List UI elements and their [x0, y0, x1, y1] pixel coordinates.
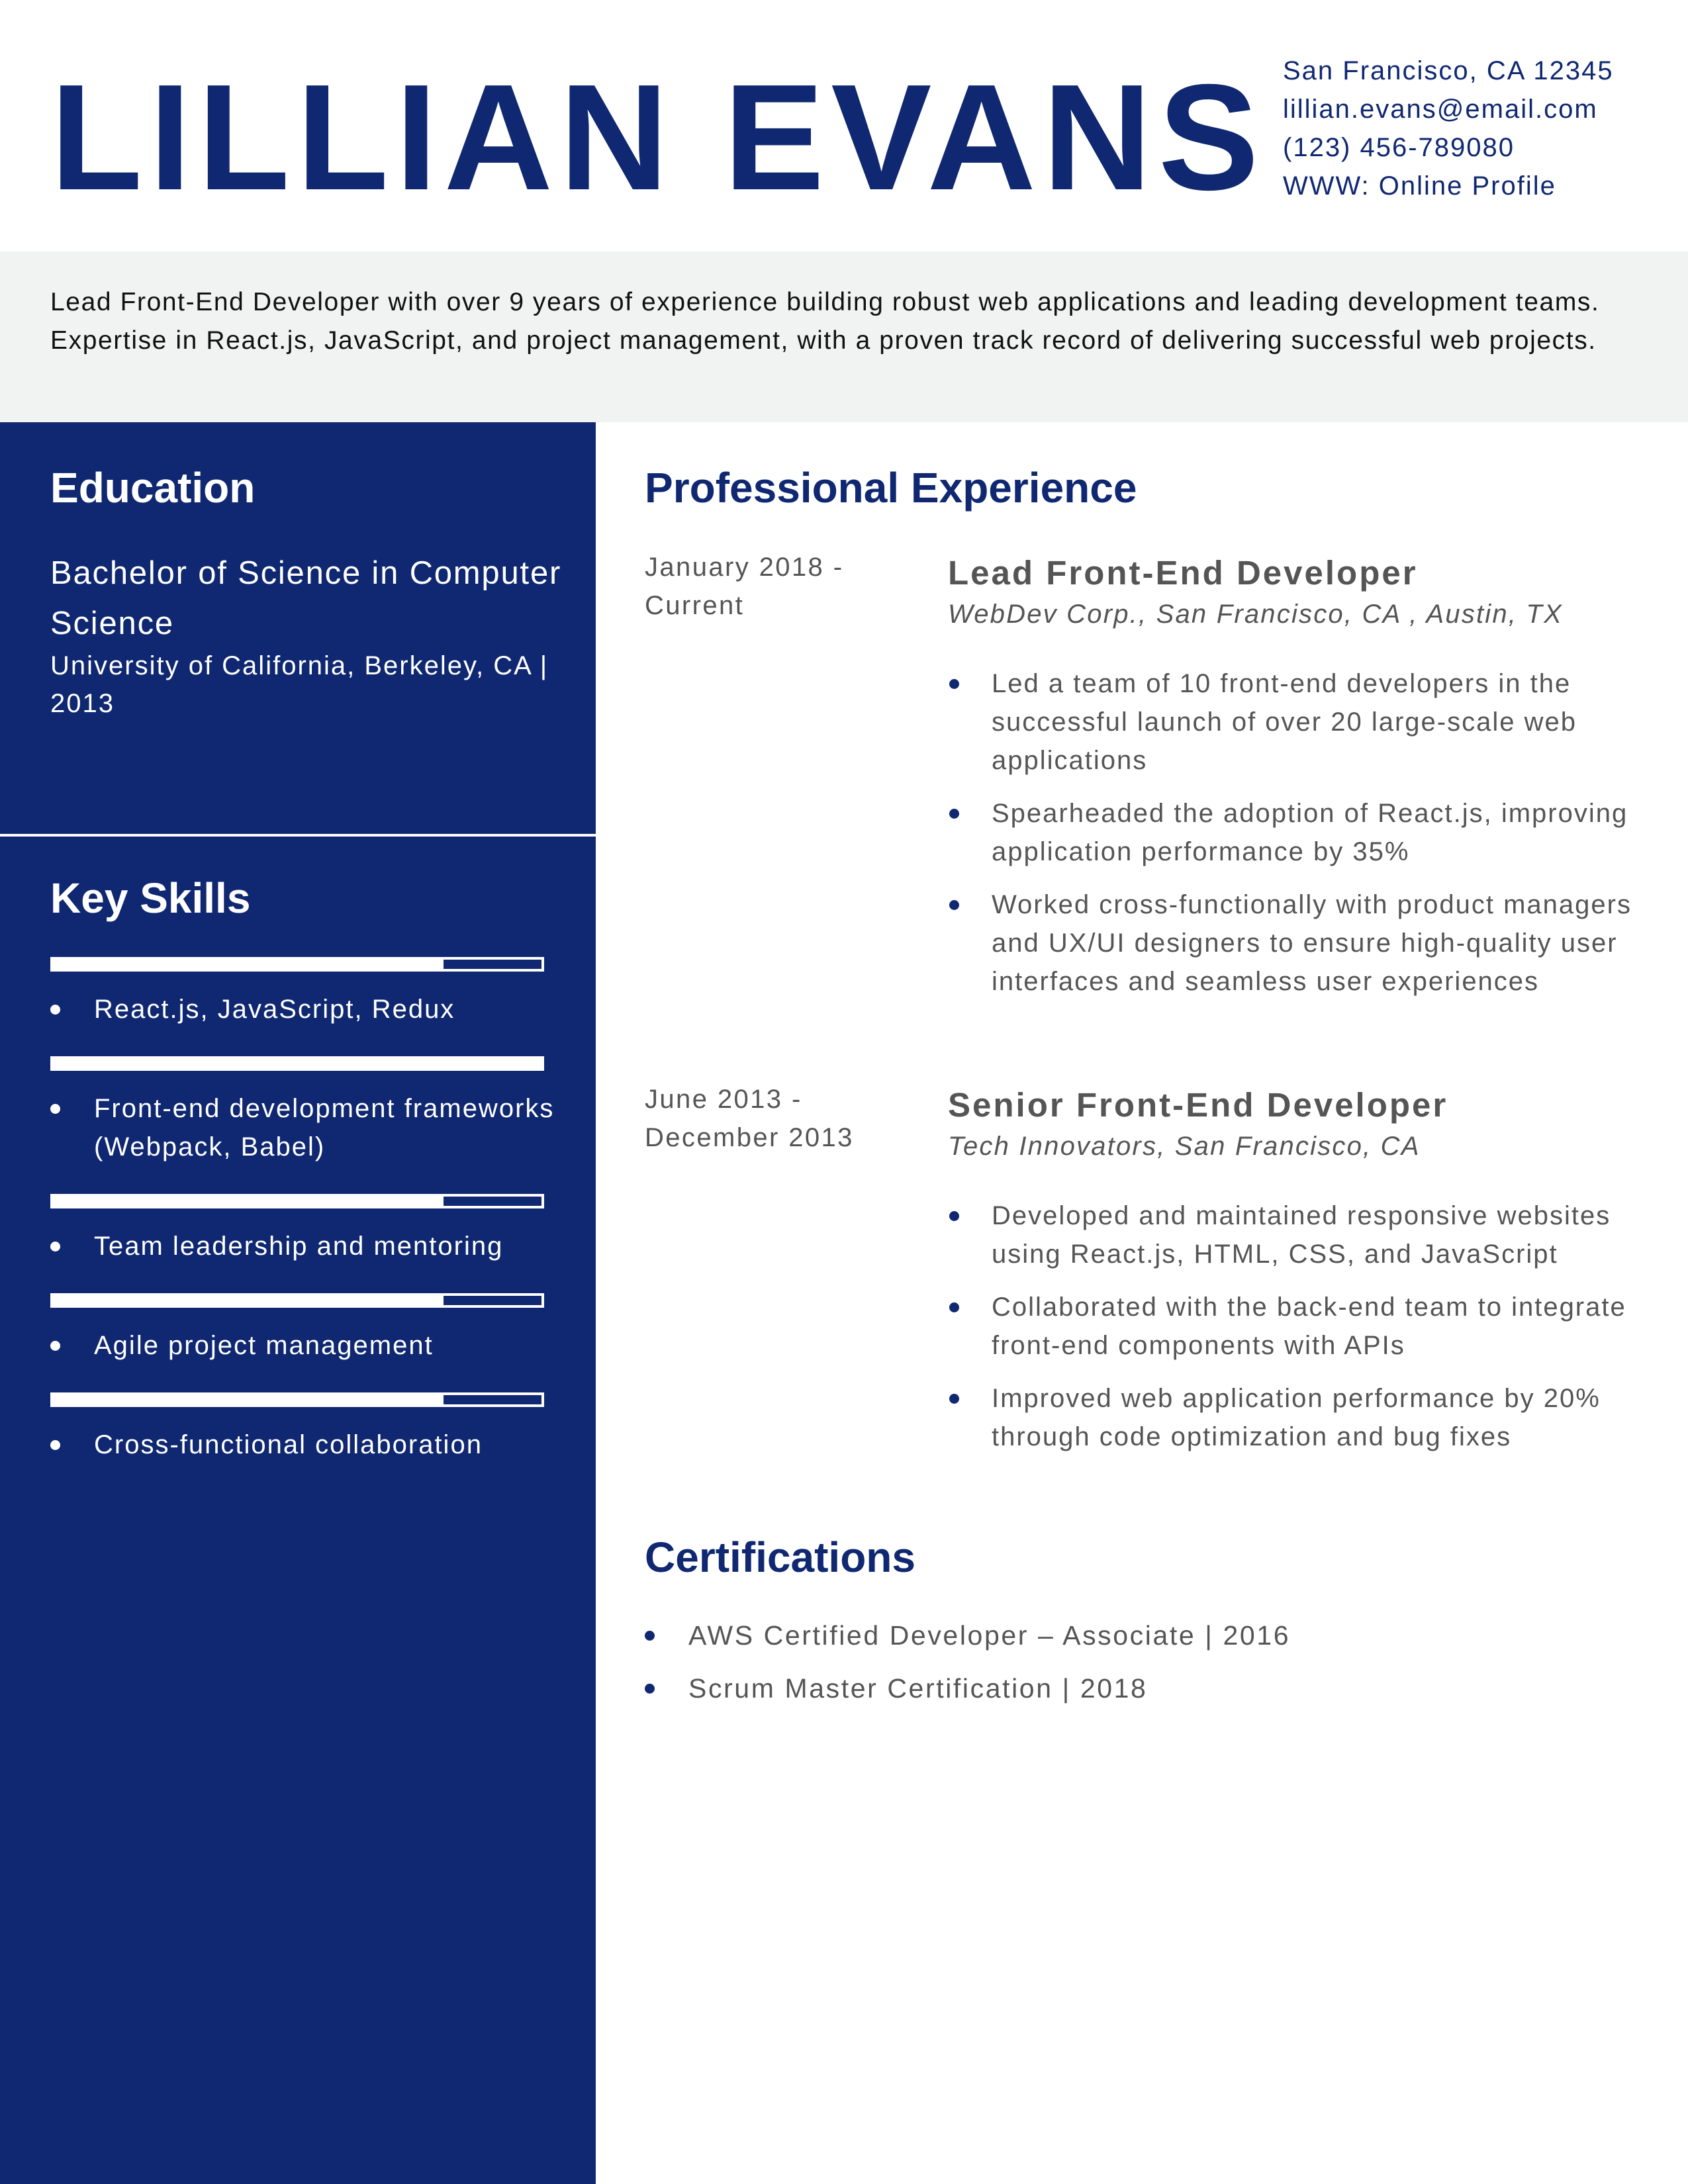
- summary-band: [0, 251, 1688, 422]
- job-title: Lead Front-End Developer: [948, 554, 1418, 592]
- education-heading: Education: [50, 464, 256, 512]
- skill-level-bar: [50, 957, 544, 972]
- bullet-dot-icon: [50, 1104, 60, 1114]
- job-bullet: Developed and maintained responsive websites using React.js, HTML, CSS, and JavaScript: [948, 1197, 1650, 1273]
- job-bullet: Led a team of 10 front-end developers in the successful launch of over 20 large-scale web applications: [948, 664, 1650, 780]
- sidebar: [0, 422, 596, 2184]
- skill-level-bar: [50, 1293, 544, 1308]
- certification-item: AWS Certified Developer – Associate | 2016: [645, 1616, 1638, 1655]
- skill-level-bar: [50, 1392, 544, 1407]
- experience-heading: Professional Experience: [645, 464, 1137, 512]
- job-bullet: Spearheaded the adoption of React.js, improving application performance by 35%: [948, 794, 1650, 871]
- job-company: Tech Innovators, San Francisco, CA: [948, 1132, 1421, 1161]
- job-dates: January 2018 - Current: [645, 553, 844, 620]
- certifications-heading: Certifications: [645, 1533, 915, 1581]
- contact-block: [1283, 52, 1614, 205]
- contact-phone: (123) 456-789080: [1283, 133, 1515, 162]
- bullet-dot-icon: [645, 1684, 655, 1694]
- certification-item: Scrum Master Certification | 2018: [645, 1669, 1638, 1707]
- bullet-dot-icon: [949, 1211, 959, 1221]
- bullet-dot-icon: [949, 900, 959, 910]
- bullet-dot-icon: [50, 1341, 60, 1351]
- contact-location: San Francisco, CA 12345: [1283, 56, 1614, 85]
- job-title: Senior Front-End Developer: [948, 1086, 1448, 1124]
- contact-website: WWW: Online Profile: [1283, 171, 1556, 201]
- skill-level-bar: [50, 1194, 544, 1208]
- bullet-dot-icon: [949, 1394, 959, 1404]
- education-school: University of California, Berkeley, CA | 2013: [50, 651, 549, 718]
- skill-item: Team leadership and mentoring: [50, 1227, 567, 1265]
- bullet-dot-icon: [50, 1440, 60, 1450]
- skill-level-bar: [50, 1056, 544, 1071]
- sidebar-divider: [0, 834, 596, 837]
- skill-item: Front-end development frameworks (Webpack, Babel): [50, 1089, 567, 1166]
- bullet-dot-icon: [50, 1005, 60, 1015]
- bullet-dot-icon: [50, 1242, 60, 1251]
- job-bullets: [948, 1197, 1650, 1471]
- education-degree: Bachelor of Science in Computer Science: [50, 555, 562, 641]
- skills-heading: Key Skills: [50, 874, 251, 922]
- job-bullets: [948, 664, 1650, 1015]
- job-bullet: Improved web application performance by 20% through code optimization and bug fixes: [948, 1379, 1650, 1456]
- certifications-list: [645, 1616, 1638, 1722]
- skill-item: Agile project management: [50, 1326, 567, 1365]
- skill-item: React.js, JavaScript, Redux: [50, 990, 567, 1028]
- job-bullet: Collaborated with the back-end team to integrate front-end components with APIs: [948, 1288, 1650, 1365]
- job-bullet: Worked cross-functionally with product managers and UX/UI designers to ensure high-quality user interfaces and seamless user experiences: [948, 886, 1650, 1001]
- bullet-dot-icon: [645, 1631, 655, 1641]
- candidate-name: LILLIAN EVANS: [50, 54, 1266, 222]
- summary-text: Lead Front-End Developer with over 9 years of experience building robust web applications and leading development teams. Expertise in React.js, JavaScript, and project management, with a proven track record of delivering successful web projects.: [50, 288, 1600, 355]
- skill-item: Cross-functional collaboration: [50, 1426, 567, 1464]
- bullet-dot-icon: [949, 809, 959, 819]
- job-company: WebDev Corp., San Francisco, CA , Austin, TX: [948, 600, 1563, 629]
- job-dates: June 2013 - December 2013: [645, 1085, 854, 1152]
- bullet-dot-icon: [949, 679, 959, 689]
- resume-header: [0, 0, 1688, 251]
- bullet-dot-icon: [949, 1302, 959, 1312]
- contact-email: lillian.evans@email.com: [1283, 95, 1598, 124]
